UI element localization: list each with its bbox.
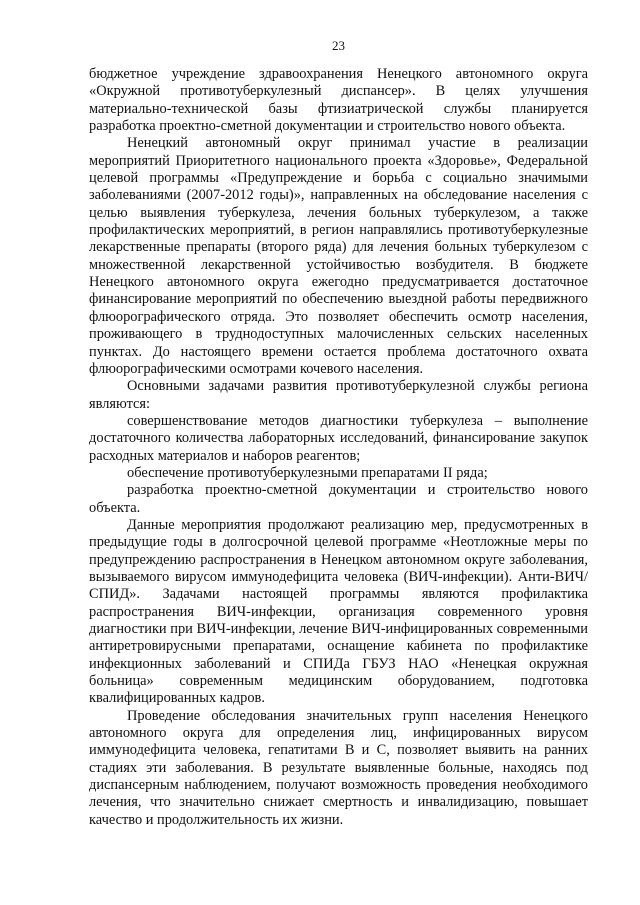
body-text bbox=[89, 66, 588, 829]
paragraph-intro-continued: бюджетное учреждение здравоохранения Ненецкого автономного округа «Окружной противотуберкулезный диспансер». В целях улучшения материально-технической базы фтизиатрической службы планируется разработка проектно-сметной документации и строительство нового объекта. bbox=[89, 66, 588, 135]
list-item-diagnostics: совершенствование методов диагностики туберкулеза – выполнение достаточного количества лабораторных исследований, финансирование закупок расходных материалов и наборов реагентов; bbox=[89, 412, 588, 464]
list-item-drugs: обеспечение противотуберкулезными препаратами II ряда; bbox=[127, 464, 488, 481]
paragraph-screening: Проведение обследования значительных групп населения Ненецкого автономного округа для определения лиц, инфицированных вирусом иммунодефицита человека, гепатитами В и С, позволяет выявить на ранних стадиях эти заболевания. В результате выявленные больные, находясь под диспансерным наблюдением, получают возможность проведения необходимого лечения, что значительно снижает смертность и инвалидизацию, повышает качество и продолжительность их жизни. bbox=[89, 707, 588, 828]
page-number: 23 bbox=[332, 38, 345, 53]
paragraph-federal-programs: Ненецкий автономный округ принимал участие в реализации мероприятий Приоритетного национального проекта «Здоровье», Федеральной целевой программы «Предупреждение и борьба с социально значимыми заболеваниями (2007-2012 годы)», направленных на обследование населения с целью выявления туберкулеза, лечения больных туберкулезом, а также профилактических мероприятий, в регион направлялись противотуберкулезные лекарственные препараты (второго ряда) для лечения больных туберкулезом с множественной лекарственной устойчивостью возбудителя. В бюджете Ненецкого автономного округа ежегодно предусматривается достаточное финансирование мероприятий по обеспечению выездной работы передвижного флюорографического отряда. Это позволяет обеспечить осмотр населения, проживающего в труднодоступных малочисленных сельских населенных пунктах. До настоящего времени остается проблема достаточного охвата флюорографическими осмотрами кочевого населения. bbox=[89, 135, 588, 377]
paragraph-hiv-program: Данные мероприятия продолжают реализацию мер, предусмотренных в предыдущие годы в долгосрочной целевой программе «Неотложные меры по предупреждению распространения в Ненецком автономном округе заболевания, вызываемого вирусом иммунодефицита человека (ВИЧ-инфекции). Анти-ВИЧ/СПИД». Задачами настоящей программы являются профилактика распространения ВИЧ-инфекции, организация современного уровня диагностики при ВИЧ-инфекции, лечение ВИЧ-инфицированных современными антиретровирусными препаратами, оснащение кабинета по профилактике инфекционных заболеваний и СПИДа ГБУЗ НАО «Ненецкая окружная больница» современным медицинским оборудованием, подготовка квалифицированных кадров. bbox=[89, 516, 588, 707]
list-item-construction: разработка проектно-сметной документации и строительство нового объекта. bbox=[89, 482, 588, 516]
paragraph-main-tasks-heading: Основными задачами развития противотуберкулезной службы региона являются: bbox=[89, 378, 588, 412]
